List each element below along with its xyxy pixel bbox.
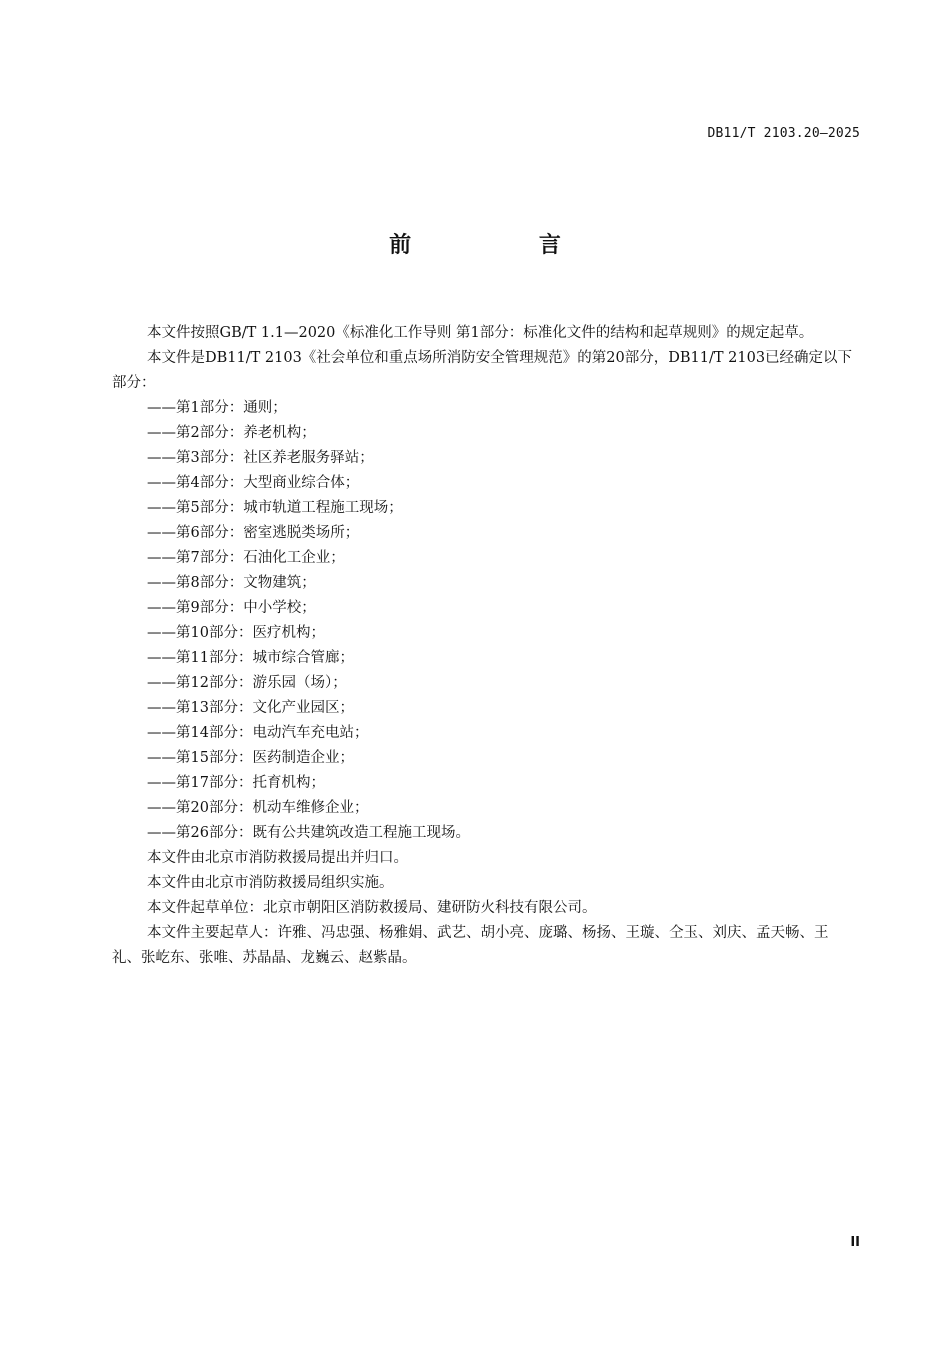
drafters-paragraph: 本文件主要起草人：许雅、冯忠强、杨雅娟、武艺、胡小亮、庞璐、杨扬、王璇、仝玉、刘庆、孟天畅、王礼、张屹东、张唯、苏晶晶、龙巍云、赵紫晶。 — [112, 925, 829, 966]
list-item: ——第15部分：医药制造企业； — [147, 750, 354, 766]
intro-paragraph: 本文件按照GB/T 1.1—2020《标准化工作导则 第1部分：标准化文件的结构和起草规则》的规定起草。 — [147, 325, 814, 341]
list-item: ——第17部分：托育机构； — [147, 775, 325, 791]
list-item: ——第10部分：医疗机构； — [147, 625, 325, 641]
list-item: ——第8部分：文物建筑； — [147, 575, 316, 591]
page-title: 前 言 — [389, 233, 621, 258]
drafting-units-paragraph: 本文件起草单位：北京市朝阳区消防救援局、建研防火科技有限公司。 — [147, 900, 597, 916]
list-item: ——第4部分：大型商业综合体； — [147, 475, 360, 491]
list-item: ——第7部分：石油化工企业； — [147, 550, 345, 566]
list-item: ——第13部分：文化产业园区； — [147, 700, 354, 716]
list-item: ——第2部分：养老机构； — [147, 425, 316, 441]
list-item: ——第3部分：社区养老服务驿站； — [147, 450, 374, 466]
list-item: ——第9部分：中小学校； — [147, 600, 316, 616]
document-code: DB11/T 2103.20—2025 — [707, 126, 860, 141]
list-item: ——第20部分：机动车维修企业； — [147, 800, 369, 816]
list-item: ——第12部分：游乐园（场）； — [147, 675, 347, 691]
list-item: ——第14部分：电动汽车充电站； — [147, 725, 369, 741]
parts-list — [112, 396, 857, 846]
proposer-paragraph: 本文件由北京市消防救援局提出并归口。 — [147, 850, 408, 866]
list-item: ——第6部分：密室逃脱类场所； — [147, 525, 360, 541]
page-number: II — [850, 1235, 860, 1250]
intro-paragraph: 本文件是DB11/T 2103《社会单位和重点场所消防安全管理规范》的第20部分，DB11/T 2103已经确定以下部分： — [112, 350, 853, 391]
list-item: ——第5部分：城市轨道工程施工现场； — [147, 500, 403, 516]
list-item: ——第26部分：既有公共建筑改造工程施工现场。 — [147, 825, 470, 841]
list-item: ——第1部分：通则； — [147, 400, 287, 416]
document-body — [112, 321, 857, 971]
implementer-paragraph: 本文件由北京市消防救援局组织实施。 — [147, 875, 394, 891]
list-item: ——第11部分：城市综合管廊； — [147, 650, 354, 666]
